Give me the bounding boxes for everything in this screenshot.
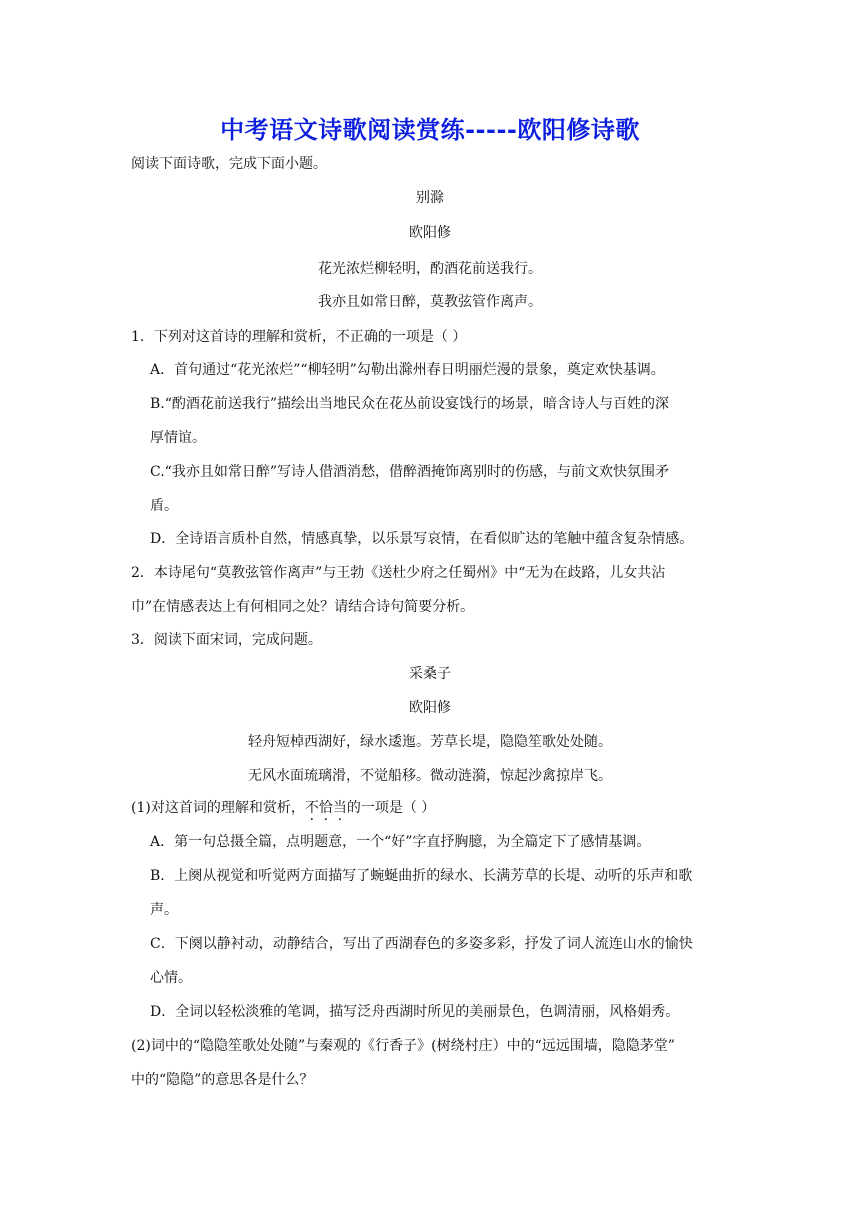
question-1-option-a: A．首句通过“花光浓烂”“柳轻明”勾勒出滁州春日明丽烂漫的景象，奠定欢快基调。: [150, 362, 665, 378]
question-2-line-1: 2．本诗尾句“莫教弦管作离声”与王勃《送杜少府之任蜀州》中“无为在歧路，儿女共沾: [131, 565, 666, 581]
poem2-title: 采桑子: [409, 666, 451, 682]
question-1-stem: 1．下列对这首诗的理解和赏析，不正确的一项是（ ）: [131, 329, 467, 345]
question-2-line-2: 巾”在情感表达上有何相同之处？请结合诗句简要分析。: [131, 599, 475, 615]
question-3-1-option-c: C．下阕以静衬动，动静结合，写出了西湖春色的多姿多彩，抒发了词人流连山水的愉快: [150, 936, 693, 952]
q3-1-prefix: (1)对这首词的理解和赏析，: [131, 800, 305, 816]
emphasis-char: 不: [304, 800, 319, 816]
question-3-1-stem: [131, 798, 435, 818]
poem2-line-2: 无风水面琉璃滑，不觉船移。微动涟漪，惊起沙禽掠岸飞。: [248, 768, 612, 784]
question-3-stem: 3．阅读下面宋词，完成问题。: [131, 632, 322, 648]
question-3-1-option-b-cont: 声。: [150, 902, 178, 918]
question-3-2-line-1: (2)词中的“隐隐笙歌处处随”与秦观的《行香子》(树绕村庄）中的“远远围墙，隐隐茅堂”: [131, 1038, 675, 1054]
poem2-author: 欧阳修: [409, 700, 451, 716]
document-title: 中考语文诗歌阅读赏练-----欧阳修诗歌: [220, 116, 640, 144]
instruction-text: 阅读下面诗歌，完成下面小题。: [131, 156, 327, 172]
question-1-option-d: D．全诗语言质朴自然，情感真挚，以乐景写哀情，在看似旷达的笔触中蕴含复杂情感。: [150, 531, 694, 547]
poem1-line-2: 我亦且如常日醉，莫教弦管作离声。: [318, 294, 542, 310]
q3-1-suffix: 的一项是（ ）: [346, 800, 436, 816]
question-3-1-option-b: B．上阕从视觉和听觉两方面描写了蜿蜒曲折的绿水、长满芳草的长堤、动听的乐声和歌: [150, 868, 693, 884]
question-1-option-b-cont: 厚情谊。: [150, 430, 206, 446]
question-1-option-c: C.“我亦且如常日醉”写诗人借酒消愁，借醉酒掩饰离别时的伤感，与前文欢快氛围矛: [150, 464, 669, 480]
question-3-2-line-2: 中的“隐隐”的意思各是什么？: [131, 1072, 314, 1088]
emphasis-char: 恰: [318, 800, 333, 816]
question-3-1-option-c-cont: 心情。: [150, 970, 192, 986]
question-3-1-option-d: D．全词以轻松淡雅的笔调，描写泛舟西湖时所见的美丽景色，色调清丽，风格娟秀。: [150, 1004, 680, 1020]
poem1-line-1: 花光浓烂柳轻明，酌酒花前送我行。: [318, 261, 542, 277]
question-1-option-c-cont: 盾。: [150, 498, 178, 514]
poem1-title: 别滁: [416, 190, 444, 206]
poem2-line-1: 轻舟短棹西湖好，绿水逶迤。芳草长堤，隐隐笙歌处处随。: [248, 734, 612, 750]
emphasis-char: 当: [332, 800, 347, 816]
poem1-author: 欧阳修: [409, 225, 451, 241]
question-3-1-option-a: A．第一句总摄全篇，点明题意，一个“好”字直抒胸臆，为全篇定下了感情基调。: [150, 834, 651, 850]
question-1-option-b: B.“酌酒花前送我行”描绘出当地民众在花丛前设宴饯行的场景，暗含诗人与百姓的深: [150, 396, 670, 412]
